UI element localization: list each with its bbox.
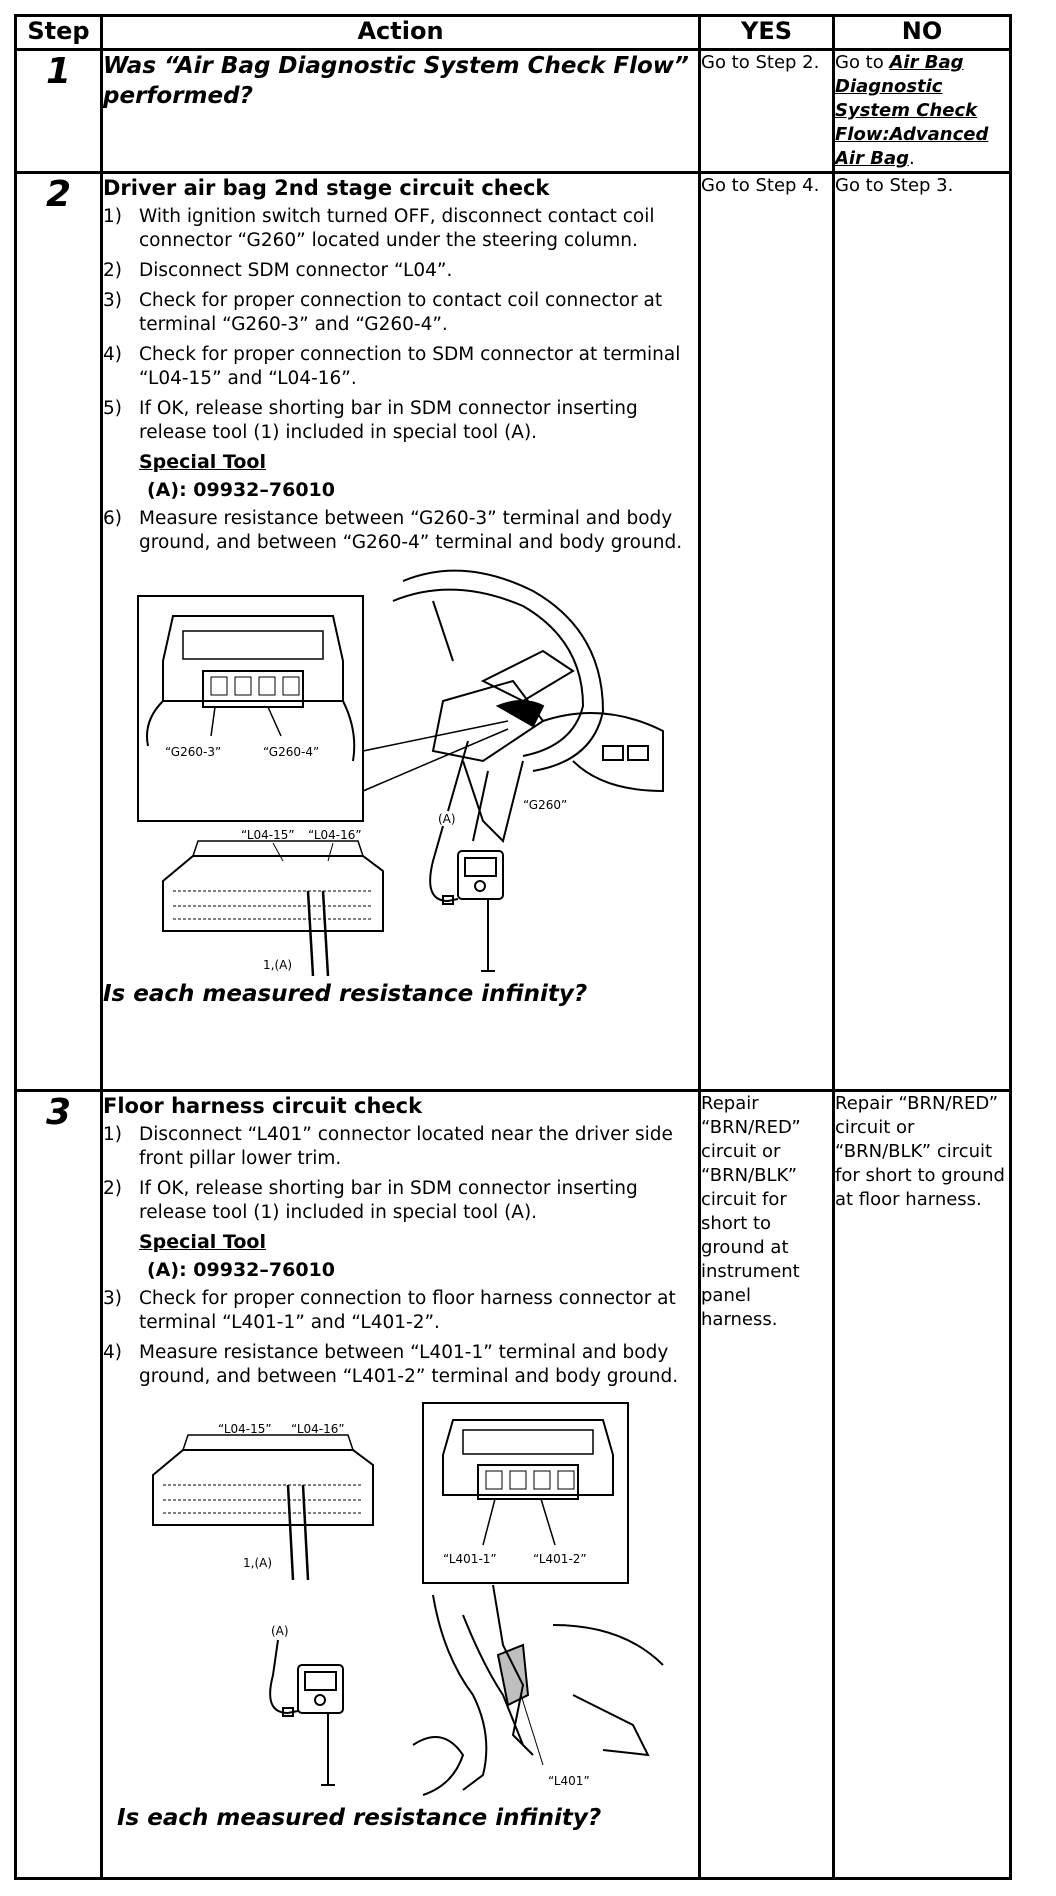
step-2-row (16, 173, 1011, 1091)
l04-16-label: “L04-16” (308, 828, 362, 842)
step-2-illustration (103, 561, 678, 981)
item-text: Check for proper connection to contact coil connector at terminal “G260-3” and “G260-4”. (139, 290, 663, 335)
list-item (103, 259, 698, 283)
step-2-yes: Go to Step 4. (700, 173, 834, 1091)
header-row (16, 16, 1011, 50)
diagnostic-table (14, 14, 1012, 1880)
step-1-row (16, 50, 1011, 173)
step-3-number: 3 (16, 1091, 102, 1879)
list-item (103, 507, 698, 555)
item-text: Disconnect SDM connector “L04”. (139, 260, 453, 281)
sdm-callouts (273, 843, 333, 861)
step-3-final-question: Is each measured resistance infinity? (117, 1805, 602, 1831)
air-bag-check-flow-link[interactable]: Air Bag Diagnostic System Check Flow:Advanced Air Bag (835, 52, 989, 169)
list-item (103, 1287, 698, 1335)
list-item (103, 1177, 698, 1225)
special-tool-value: (A): 09932–76010 (147, 479, 335, 501)
header-no: NO (834, 16, 1011, 50)
item-number: 6) (103, 508, 122, 529)
step-3-list-b (103, 1287, 698, 1389)
step-3-yes: Repair “BRN/RED” circuit or “BRN/BLK” circuit for short to ground at instrument panel harness. (700, 1091, 834, 1879)
item-text: Check for proper connection to floor harness connector at terminal “L401-1” and “L401-2”. (139, 1288, 676, 1333)
g260-4-label: “G260-4” (263, 745, 320, 759)
list-item (103, 1341, 698, 1389)
l04-15-label: “L04-15” (218, 1422, 272, 1436)
step-2-number: 2 (16, 173, 102, 1091)
item-number: 1) (103, 206, 122, 227)
item-number: 4) (103, 1342, 122, 1363)
header-action: Action (102, 16, 700, 50)
item-number: 4) (103, 344, 122, 365)
step-2-title: Driver air bag 2nd stage circuit check (103, 176, 550, 200)
release-tool-label: 1,(A) (263, 958, 293, 972)
sdm-connector-drawing (163, 841, 383, 976)
pillar-trim-drawing (413, 1585, 663, 1795)
l401-1-label: “L401-1” (443, 1552, 497, 1566)
list-item (103, 1123, 698, 1171)
step-1-yes: Go to Step 2. (700, 50, 834, 173)
item-text: Check for proper connection to SDM connector at terminal “L04-15” and “L04-16”. (139, 344, 681, 389)
release-tool-label: 1,(A) (243, 1556, 273, 1570)
step-2-list (103, 205, 698, 445)
l401-label: “L401” (548, 1774, 590, 1788)
l401-inset (423, 1403, 628, 1583)
g260-3-label: “G260-3” (165, 745, 222, 759)
step-1-number: 1 (16, 50, 102, 173)
ohmmeter-drawing (270, 1640, 343, 1785)
l04-15-label: “L04-15” (241, 828, 295, 842)
header-yes: YES (700, 16, 834, 50)
step-2-list-b (103, 507, 698, 555)
step-2-action (102, 173, 700, 1091)
header-step: Step (16, 16, 102, 50)
list-item (103, 397, 698, 445)
g260-label: “G260” (523, 798, 568, 812)
list-item (103, 205, 698, 253)
step-3-row (16, 1091, 1011, 1879)
step-1-no-suffix: . (909, 148, 915, 169)
tool-a-label: (A) (271, 1624, 289, 1638)
tool-a-label: (A) (438, 812, 456, 826)
item-text: Measure resistance between “L401-1” terminal and body ground, and between “L401-2” terminal and body ground. (139, 1342, 679, 1387)
list-item (103, 343, 698, 391)
step-3-action (102, 1091, 700, 1879)
ohmmeter-drawing (430, 826, 503, 971)
step-3-illustration (103, 1395, 678, 1805)
step-3-title: Floor harness circuit check (103, 1094, 423, 1118)
item-number: 5) (103, 398, 122, 419)
item-text: Disconnect “L401” connector located near the driver side front pillar lower trim. (139, 1124, 673, 1169)
g260-inset (138, 596, 363, 821)
l04-16-label: “L04-16” (291, 1422, 345, 1436)
list-item (103, 289, 698, 337)
item-text: If OK, release shorting bar in SDM connector inserting release tool (1) included in special tool (A). (139, 1178, 638, 1223)
special-tool-label: Special Tool (139, 451, 266, 473)
step-1-no (834, 50, 1011, 173)
item-number: 2) (103, 1178, 122, 1199)
item-number: 1) (103, 1124, 122, 1145)
item-text: With ignition switch turned OFF, disconnect contact coil connector “G260” located under the steering column. (139, 206, 655, 251)
step-3-list-a (103, 1123, 698, 1225)
step-3-no: Repair “BRN/RED” circuit or “BRN/BLK” circuit for short to ground at floor harness. (834, 1091, 1011, 1879)
item-text: Measure resistance between “G260-3” terminal and body ground, and between “G260-4” terminal and body ground. (139, 508, 683, 553)
step-2-no: Go to Step 3. (834, 173, 1011, 1091)
step-1-no-prefix: Go to (835, 52, 890, 73)
special-tool-value: (A): 09932–76010 (147, 1259, 335, 1281)
step-1-question: Was “Air Bag Diagnostic System Check Flow” performed? (102, 50, 700, 173)
special-tool-label: Special Tool (139, 1231, 266, 1253)
item-number: 2) (103, 260, 122, 281)
item-number: 3) (103, 290, 122, 311)
item-text: If OK, release shorting bar in SDM connector inserting release tool (1) included in special tool (A). (139, 398, 638, 443)
item-number: 3) (103, 1288, 122, 1309)
step-2-final-question: Is each measured resistance infinity? (103, 981, 588, 1007)
l401-2-label: “L401-2” (533, 1552, 587, 1566)
